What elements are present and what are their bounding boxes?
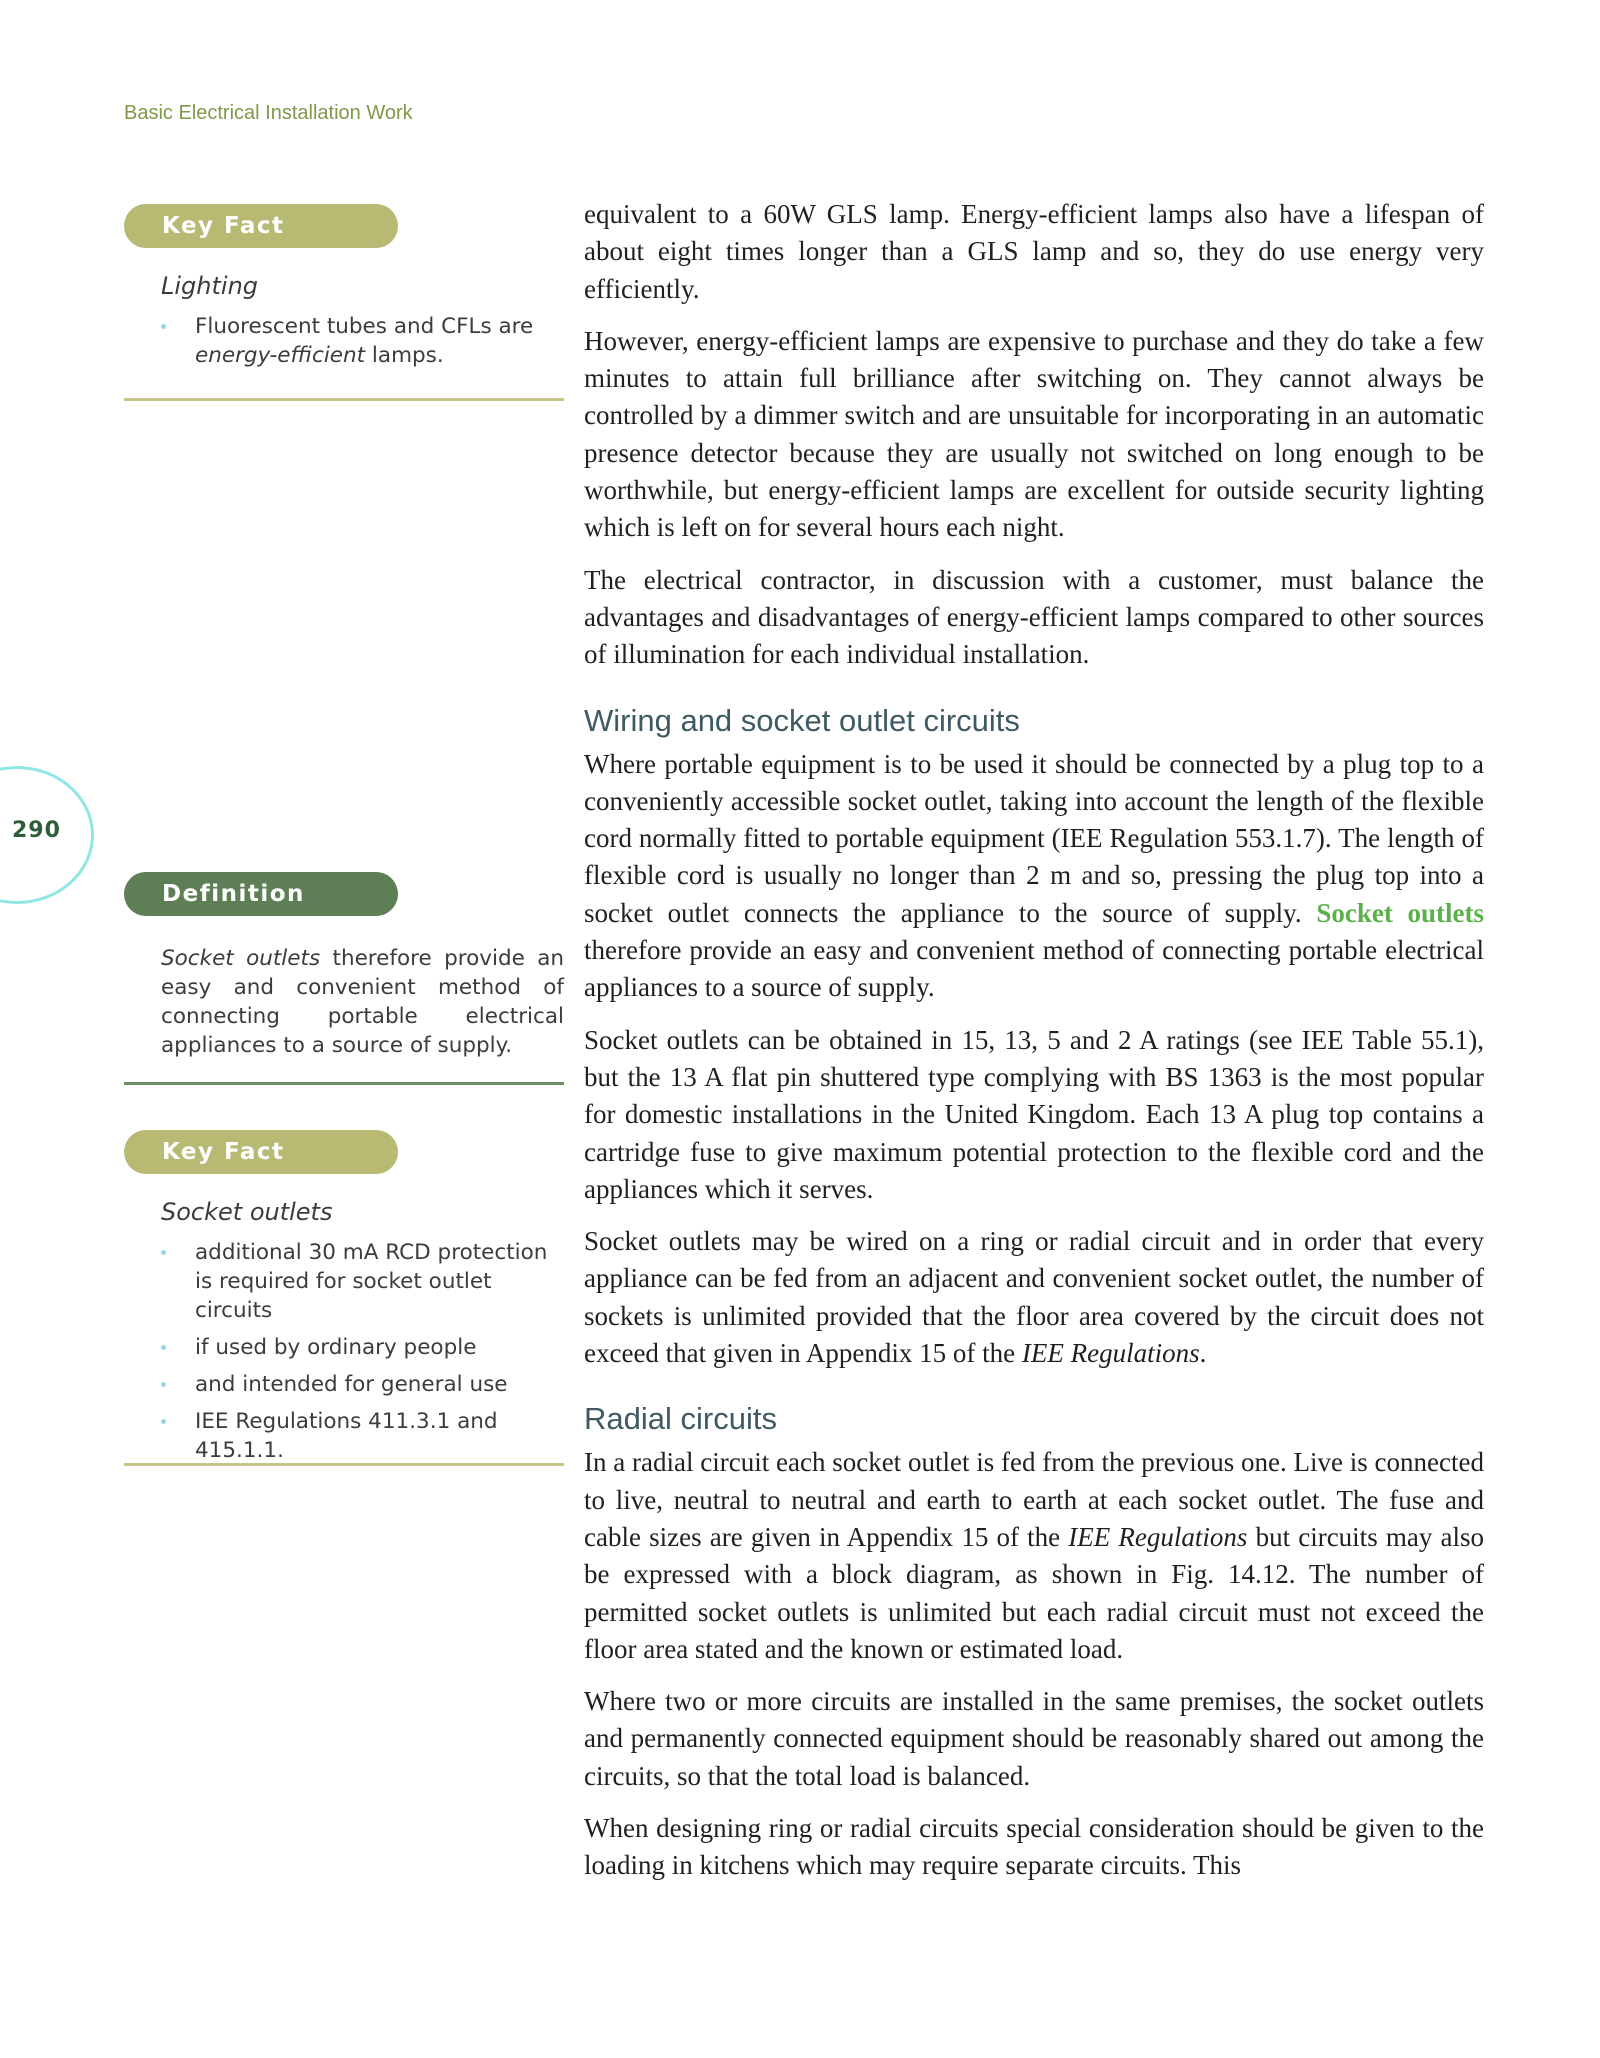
paragraph: Socket outlets can be obtained in 15, 13, 5 and 2 A ratings (see IEE Table 55.1), but the 13 A flat pin shuttered type complying with BS 1363 is the most popular for domestic installations in the United Kingdom. Each 13 A plug top contains a cartridge fuse to give maximum potential protection to the flexible cord and the appliances which it serves.: [584, 1024, 1484, 1204]
paragraph: In a radial circuit each socket outlet is fed from the previous one. Live is connected to live, neutral to neutral and earth to earth at each socket outlet. The fuse and cable sizes are given in Appendix 15 of the IEE Regulations but circuits may also be expressed with a block diagram, as shown in Fig. 14.12. The number of permitted socket outlets is unlimited but each radial circuit must not exceed the floor area stated and the known or estimated load.: [584, 1447, 1484, 1664]
running-head: Basic Electrical Installation Work: [124, 102, 413, 124]
paragraph: When designing ring or radial circuits special consideration should be given to the loading in kitchens which may require separate circuits. This: [584, 1812, 1484, 1881]
key-fact-divider: [124, 1463, 564, 1466]
paragraph: Where portable equipment is to be used it should be connected by a plug top to a conveniently accessible socket outlet, taking into account the length of the flexible cord normally fitted to portable equipment (IEE Regulation 553.1.7). The length of flexible cord is usually no longer than 2 m and so, pressing the plug top into a socket outlet connects the appliance to the source of supply. Socket outlets therefore provide an easy and convenient method of connecting portable electrical appliances to a source of supply.: [584, 748, 1484, 1003]
key-fact-subtitle: Lighting: [161, 272, 259, 300]
main-text-column: [584, 196, 1484, 1900]
key-fact-box-socket-outlets: [124, 1130, 564, 1473]
key-fact-list: [124, 312, 564, 370]
key-fact-item: Fluorescent tubes and CFLs are energy-efficient lamps.: [161, 312, 564, 370]
key-fact-item: if used by ordinary people: [161, 1333, 564, 1362]
definition-divider: [124, 1082, 564, 1085]
key-fact-item: and intended for general use: [161, 1370, 564, 1399]
key-fact-box-lighting: [124, 204, 564, 378]
paragraph: Socket outlets may be wired on a ring or radial circuit and in order that every appliance can be fed from an adjacent and convenient socket outlet, the number of sockets is unlimited provided that the floor area covered by the circuit does not exceed that given in Appendix 15 of the IEE Regulations.: [584, 1226, 1484, 1369]
key-fact-item: additional 30 mA RCD protection is required for socket outlet circuits: [161, 1238, 564, 1325]
key-fact-label: Key Fact: [124, 1130, 398, 1174]
definition-label: Definition: [124, 872, 398, 916]
paragraph: However, energy-efficient lamps are expensive to purchase and they do take a few minutes to attain full brilliance after switching on. They cannot always be controlled by a dimmer switch and are unsuitable for incorporating in an automatic presence detector because they are usually not switched on long enough to be worthwhile, but energy-efficient lamps are excellent for outside security lighting which is left on for several hours each night.: [584, 325, 1484, 543]
definition-box: [124, 872, 564, 1060]
section-heading-wiring: Wiring and socket outlet circuits: [584, 702, 1020, 738]
paragraph: The electrical contractor, in discussion with a customer, must balance the advantages and disadvantages of energy-efficient lamps compared to other sources of illumination for each individual installation.: [584, 564, 1484, 670]
definition-term: Socket outlets: [161, 946, 321, 971]
key-fact-label: Key Fact: [124, 204, 398, 248]
key-fact-list: [124, 1238, 564, 1465]
paragraph: Where two or more circuits are installed in the same premises, the socket outlets and permanently connected equipment should be reasonably shared out among the circuits, so that the total load is balanced.: [584, 1686, 1484, 1791]
page-number: 290: [12, 818, 61, 843]
definition-text: Socket outlets therefore provide an easy and convenient method of connecting portable electrical appliances to a source of supply.: [161, 946, 565, 1058]
glossary-term: Socket outlets: [1316, 897, 1484, 928]
paragraph: equivalent to a 60W GLS lamp. Energy-efficient lamps also have a lifespan of about eight times longer than a GLS lamp and so, they do use energy very efficiently.: [584, 199, 1484, 304]
key-fact-item: IEE Regulations 411.3.1 and 415.1.1.: [161, 1407, 564, 1465]
key-fact-divider: [124, 398, 564, 401]
key-fact-subtitle: Socket outlets: [161, 1198, 333, 1226]
section-heading-radial: Radial circuits: [584, 1401, 777, 1437]
